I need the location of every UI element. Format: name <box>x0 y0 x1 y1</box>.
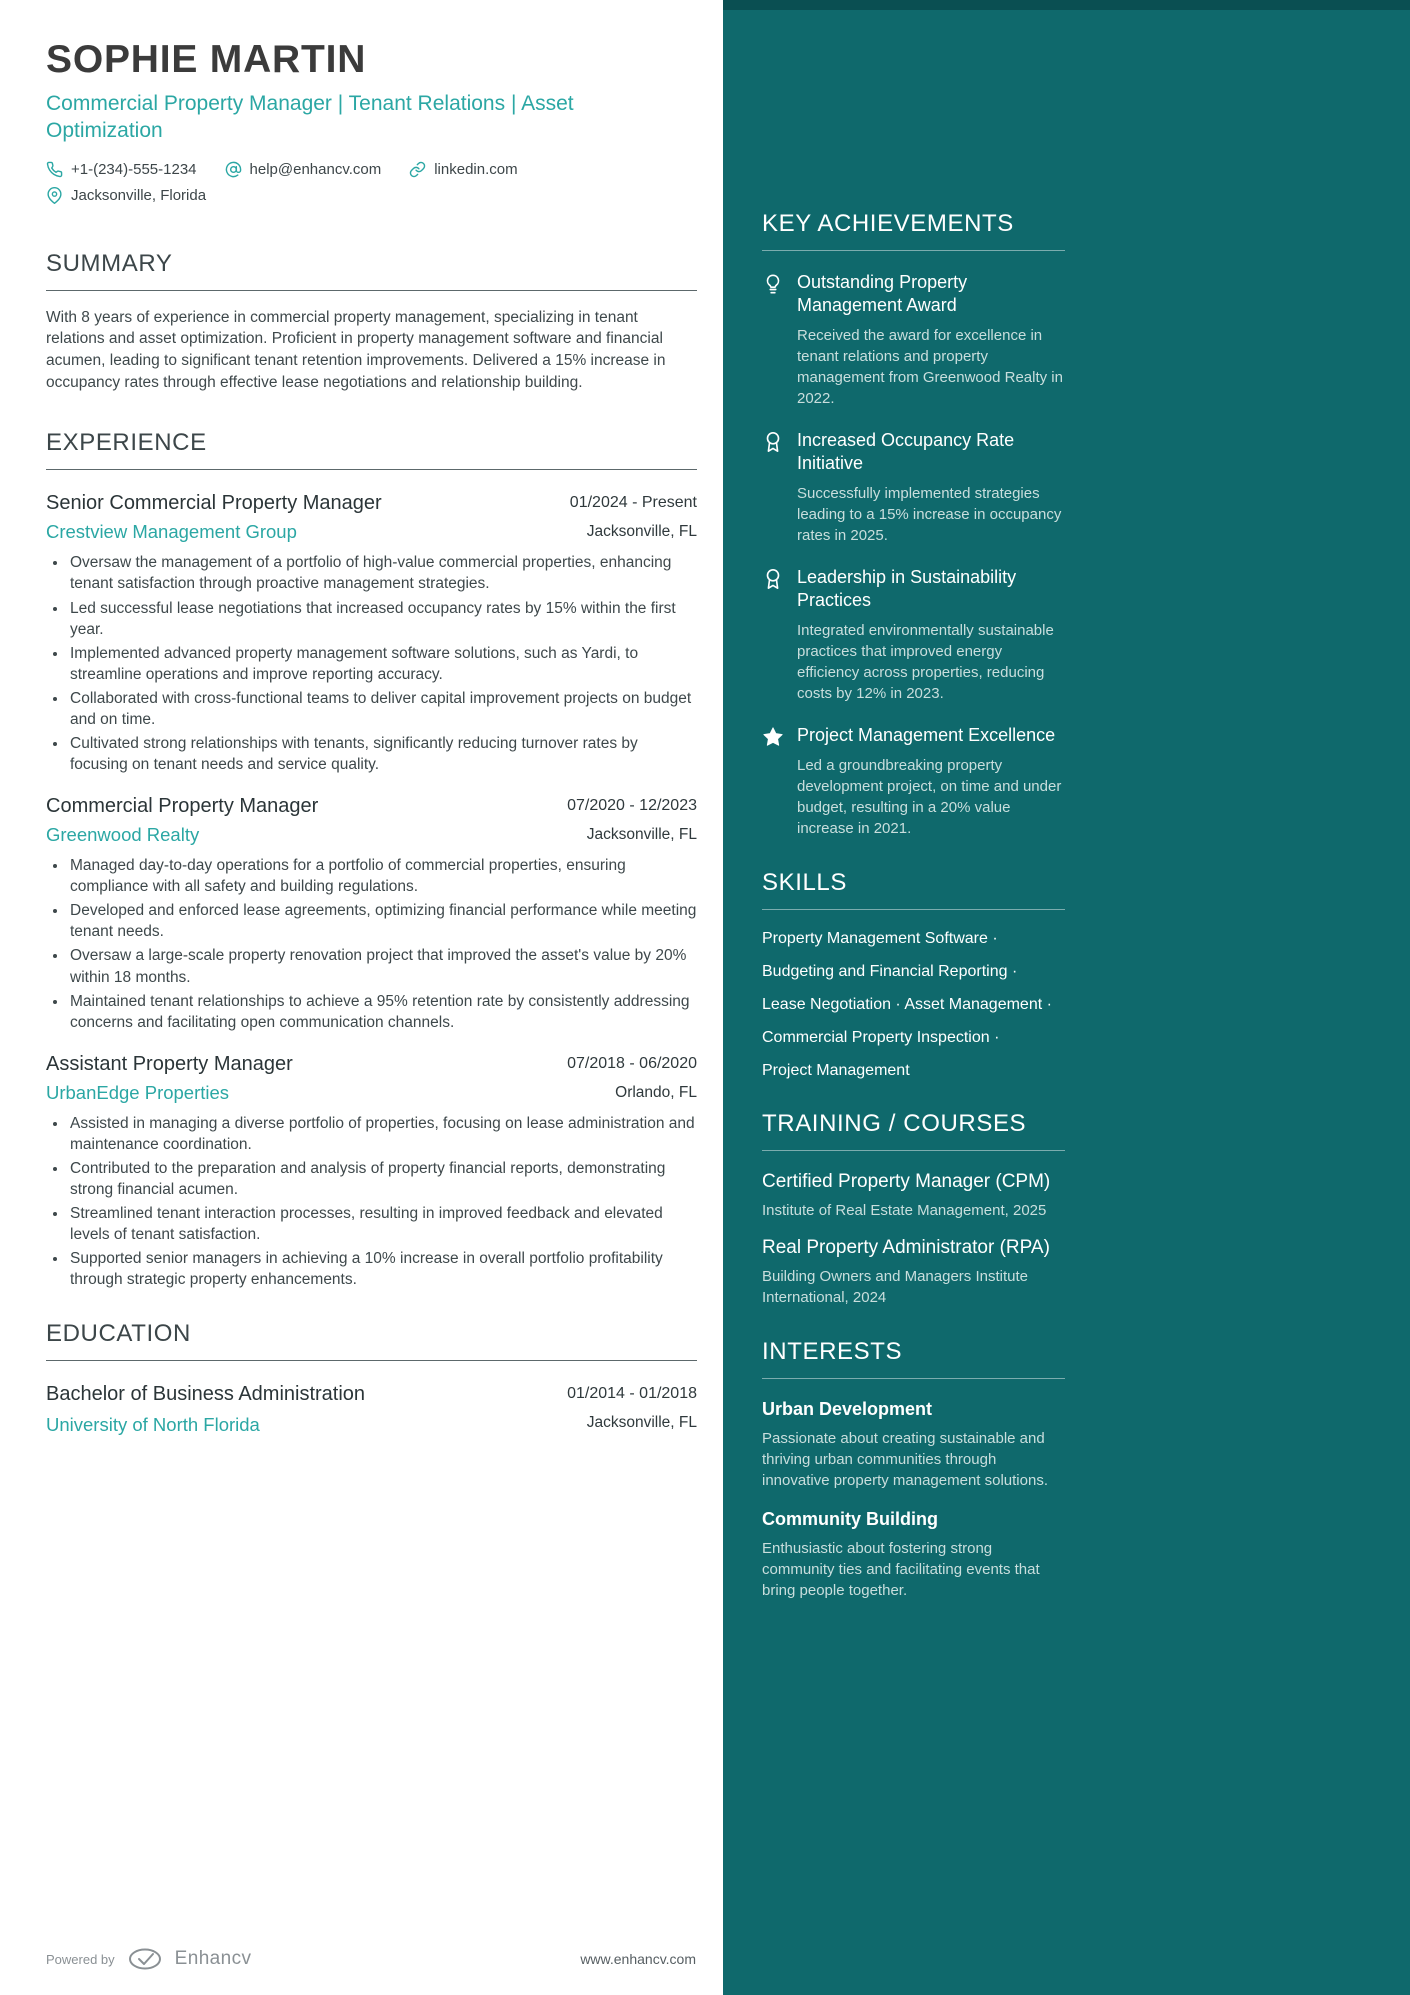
lightbulb-icon <box>762 271 784 409</box>
training-title: Certified Property Manager (CPM) <box>762 1171 1051 1193</box>
achievement-item <box>762 429 1065 546</box>
training-section <box>762 1110 1067 1308</box>
skill-item: Lease Negotiation · Asset Management · <box>762 996 1052 1014</box>
school-name: University of North Florida <box>46 1414 260 1436</box>
skills-section <box>762 869 1067 1080</box>
interest-title: Urban Development <box>762 1399 933 1420</box>
job-dates: 01/2024 - Present <box>569 494 697 512</box>
resume-header <box>46 38 697 204</box>
job-location: Orlando, FL <box>615 1083 697 1101</box>
achievement-item <box>762 271 1065 409</box>
achievement-item <box>762 724 1065 839</box>
job-title: Senior Commercial Property Manager <box>46 492 382 515</box>
job-title: Commercial Property Manager <box>46 795 319 818</box>
achievement-title: Leadership in Sustainability Practices <box>797 567 1017 611</box>
contact-info <box>46 161 697 204</box>
company-name: Crestview Management Group <box>46 521 297 543</box>
footer-url[interactable]: www.enhancv.com <box>580 1951 696 1967</box>
achievement-title: Outstanding Property Management Award <box>797 272 968 316</box>
experience-heading: EXPERIENCE <box>46 429 697 470</box>
training-item <box>762 1237 1065 1308</box>
job-bullet: • Cultivated strong relationships with tenants, significantly reducing turnover rates by focusing on tenant needs and service quality. <box>68 733 697 775</box>
job-bullet: • Managed day-to-day operations for a portfolio of commercial properties, ensuring compliance with all safety and building regulations. <box>68 855 697 897</box>
phone-icon <box>46 161 63 178</box>
location-icon <box>46 187 63 204</box>
enhancv-brand: Enhancv <box>174 1948 252 1969</box>
footer <box>46 1947 696 1971</box>
contact-row <box>46 161 697 178</box>
summary-section <box>46 250 697 394</box>
key-achievements-section <box>762 210 1067 839</box>
job-dates: 07/2018 - 06/2020 <box>567 1054 697 1072</box>
contact-text: +1-(234)-555-1234 <box>71 160 197 178</box>
job-bullet: • Collaborated with cross-functional teams to deliver capital improvement projects on budget and on time. <box>68 688 697 730</box>
achievement-item <box>762 566 1065 704</box>
job-title: Assistant Property Manager <box>46 1052 293 1075</box>
job-bullet-list <box>46 1113 697 1291</box>
enhancv-logo-icon <box>127 1947 163 1971</box>
contact-item[interactable] <box>46 187 206 204</box>
contact-row <box>46 187 697 204</box>
person-name: SOPHIE MARTIN <box>46 38 367 81</box>
skill-item: Project Management <box>762 1062 910 1080</box>
achievement-text: Received the award for excellence in tenant relations and property management from Greenwood Realty in 2022. <box>797 327 1063 408</box>
contact-item[interactable] <box>225 161 382 178</box>
summary-heading: SUMMARY <box>46 250 697 291</box>
education-heading: EDUCATION <box>46 1320 697 1361</box>
company-name: Greenwood Realty <box>46 824 200 846</box>
achievement-title: Increased Occupancy Rate Initiative <box>797 430 1015 474</box>
skill-item: Property Management Software · <box>762 930 998 948</box>
job-bullet-list <box>46 855 697 1033</box>
education-location: Jacksonville, FL <box>586 1414 697 1432</box>
interest-text: Enthusiastic about fostering strong community ties and facilitating events that bring people together. <box>762 1540 1040 1600</box>
job-bullet: • Led successful lease negotiations that increased occupancy rates by 15% within the first year. <box>68 598 697 640</box>
achievement-text: Led a groundbreaking property development project, on time and under budget, resulting in a 20% value increase in 2021. <box>797 757 1062 838</box>
award-icon <box>762 566 784 704</box>
training-subtitle: Institute of Real Estate Management, 2025 <box>762 1202 1047 1220</box>
job-bullet: • Supported senior managers in achieving a 10% increase in overall portfolio profitability through strategic property enhancements. <box>68 1248 697 1290</box>
job-entry <box>46 789 697 1033</box>
interests-heading: INTERESTS <box>762 1338 1065 1379</box>
link-icon <box>409 161 426 178</box>
job-location: Jacksonville, FL <box>586 523 697 541</box>
achievement-text: Integrated environmentally sustainable practices that improved energy efficiency across properties, reducing costs by 12% in 2023. <box>797 622 1054 703</box>
sidebar-top-strip <box>723 0 1410 10</box>
contact-text: help@enhancv.com <box>249 160 382 178</box>
degree-name: Bachelor of Business Administration <box>46 1383 366 1406</box>
interest-item <box>762 1509 1065 1601</box>
experience-section <box>46 429 697 1290</box>
job-dates: 07/2020 - 12/2023 <box>567 797 697 815</box>
training-title: Real Property Administrator (RPA) <box>762 1237 1050 1259</box>
achievement-text: Successfully implemented strategies leading to a 15% increase in occupancy rates in 2025. <box>797 485 1062 545</box>
job-bullet: • Streamlined tenant interaction processes, resulting in improved feedback and elevated levels of tenant satisfaction. <box>68 1203 697 1245</box>
job-bullet-list <box>46 552 697 775</box>
job-bullet: • Oversaw the management of a portfolio of high-value commercial properties, enhancing tenant satisfaction through proactive management strategies. <box>68 552 697 594</box>
interests-section <box>762 1338 1067 1601</box>
training-item <box>762 1171 1065 1221</box>
education-entry <box>46 1377 697 1436</box>
sidebar <box>723 0 1410 1995</box>
company-name: UrbanEdge Properties <box>46 1081 230 1103</box>
job-bullet: • Developed and enforced lease agreements, optimizing financial performance while meeting tenant needs. <box>68 900 697 942</box>
powered-by-label: Powered by <box>46 1951 115 1967</box>
interest-title: Community Building <box>762 1509 938 1530</box>
contact-item[interactable] <box>409 161 517 178</box>
job-location: Jacksonville, FL <box>586 826 697 844</box>
job-bullet: • Oversaw a large-scale property renovation project that improved the asset's value by 20% within 18 months. <box>68 945 697 987</box>
interest-item <box>762 1399 1065 1491</box>
summary-text: With 8 years of experience in commercial property management, specializing in tenant relations and asset optimization. Proficient in property management software and financial acumen, leading to significant tenant retention improvements. Delivered a 15% increase in occupancy rates through effective lease negotiations and relationship building. <box>46 308 666 391</box>
award-icon <box>762 429 784 546</box>
job-bullet: • Implemented advanced property management software solutions, such as Yardi, to streamline operations and improve reporting accuracy. <box>68 643 697 685</box>
training-subtitle: Building Owners and Managers Institute International, 2024 <box>762 1268 1028 1307</box>
skills-heading: SKILLS <box>762 869 1065 910</box>
at-icon <box>225 161 242 178</box>
key-achievements-heading: KEY ACHIEVEMENTS <box>762 210 1065 251</box>
contact-item[interactable] <box>46 161 197 178</box>
job-bullet: • Assisted in managing a diverse portfolio of properties, focusing on lease administration and maintenance coordination. <box>68 1113 697 1155</box>
education-section <box>46 1320 697 1436</box>
job-bullet: • Contributed to the preparation and analysis of property financial reports, demonstrating strong financial acumen. <box>68 1158 697 1200</box>
contact-text: linkedin.com <box>434 160 518 178</box>
person-title: Commercial Property Manager | Tenant Relations | Asset Optimization <box>46 92 574 143</box>
main-column <box>0 0 723 1436</box>
achievement-title: Project Management Excellence <box>797 725 1056 746</box>
job-bullet: • Maintained tenant relationships to achieve a 95% retention rate by consistently addressing concerns and facilitating open communication channels. <box>68 991 697 1033</box>
education-dates: 01/2014 - 01/2018 <box>567 1385 697 1403</box>
job-entry <box>46 1047 697 1291</box>
contact-text: Jacksonville, Florida <box>71 186 207 204</box>
skill-item: Budgeting and Financial Reporting · <box>762 963 1018 981</box>
interest-text: Passionate about creating sustainable and thriving urban communities through innovative property management solutions. <box>762 1430 1048 1490</box>
job-entry <box>46 486 697 775</box>
star-icon <box>762 724 784 839</box>
skill-item: Commercial Property Inspection · <box>762 1029 1000 1047</box>
training-heading: TRAINING / COURSES <box>762 1110 1065 1151</box>
